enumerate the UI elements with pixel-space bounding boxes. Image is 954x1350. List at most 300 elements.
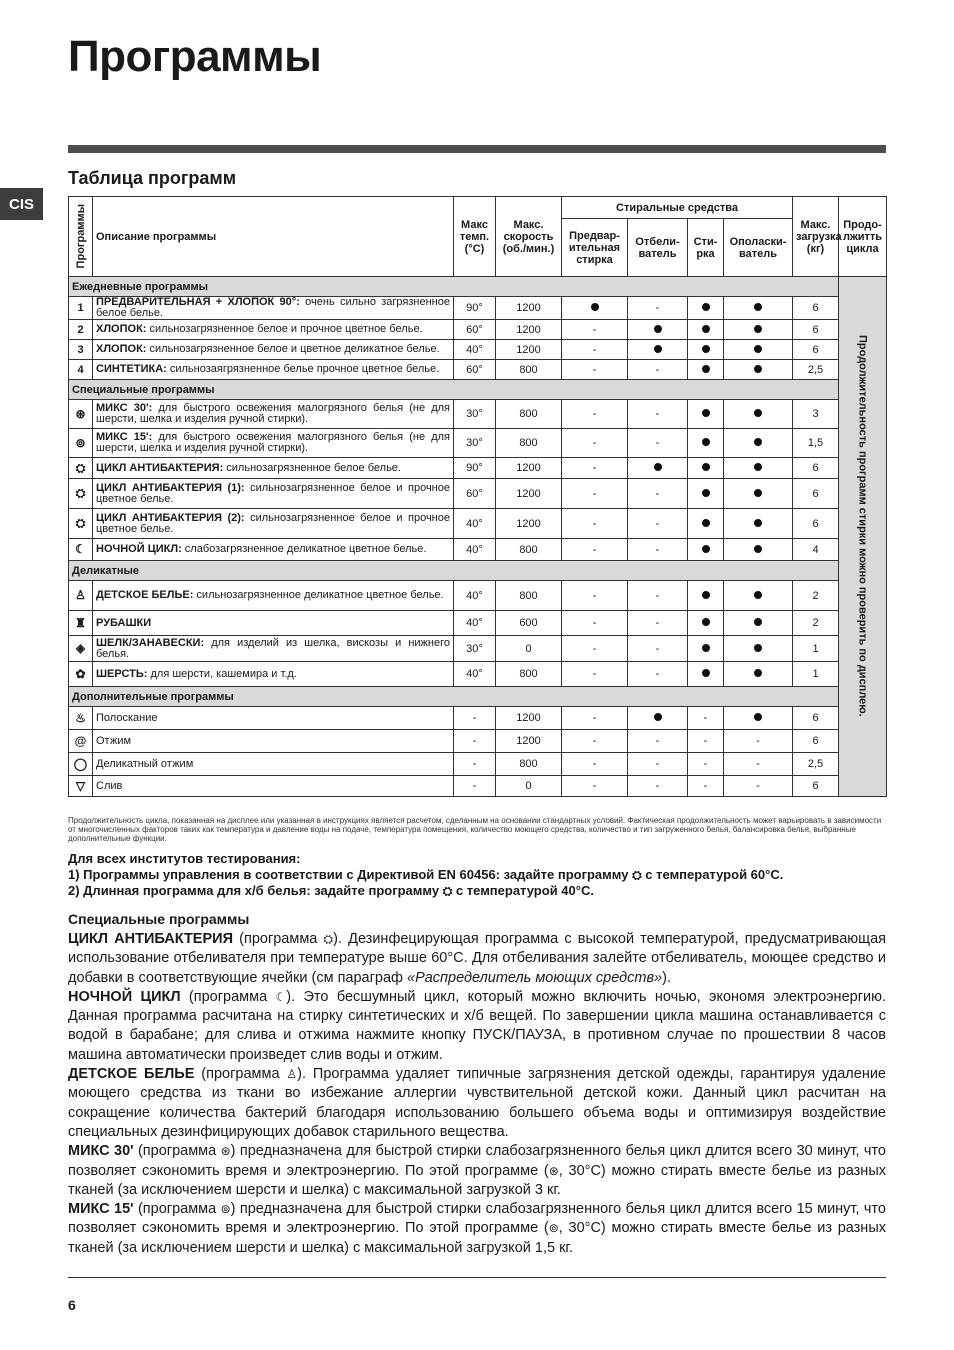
bleach-value: -: [628, 400, 688, 429]
max-temp-value: -: [454, 730, 496, 753]
softener-cell: [724, 662, 793, 687]
col-softener: Ополаски-ватель: [724, 219, 793, 277]
program-icon-cell: [69, 662, 93, 687]
program-name: МИКС 30':: [96, 402, 153, 414]
max-speed-value: 600: [496, 611, 562, 636]
bleach-value: -: [628, 539, 688, 561]
program-icon-cell: [69, 776, 93, 797]
col-detergents: Стиральные средства: [562, 197, 793, 219]
table-title: Таблица программ: [68, 168, 237, 188]
program-name: ШЕРСТЬ:: [96, 667, 148, 680]
mix30-icon: ⊛: [220, 1144, 231, 1159]
prewash-value: -: [562, 662, 628, 687]
prewash-value: -: [562, 753, 628, 776]
prewash-value: -: [562, 539, 628, 561]
program-description: [93, 636, 454, 662]
program-name: ПРЕДВАРИТЕЛЬНАЯ + ХЛОПОК 90°:: [96, 296, 300, 308]
baby-clothes-icon: ♙: [75, 588, 86, 602]
section-title: Специальные программы: [69, 380, 839, 400]
prewash-value: -: [562, 611, 628, 636]
wash-required-dot: [702, 519, 710, 527]
softener-value: -: [724, 753, 793, 776]
delicate-spin-icon: ◯: [73, 756, 88, 771]
section-title: Ежедневные программы: [69, 277, 839, 297]
program-icon-cell: [69, 753, 93, 776]
max-speed-value: 1200: [496, 458, 562, 479]
program-description: [93, 297, 454, 320]
program-description: [93, 400, 454, 429]
softener-required-dot: [754, 545, 762, 553]
prewash-required-dot: [591, 303, 599, 311]
max-load-value: 6: [793, 707, 839, 730]
program-description: [93, 662, 454, 687]
col-programs: Программы: [69, 197, 93, 277]
max-load-value: 1,5: [793, 429, 839, 458]
program-text: Деликатный отжим: [96, 757, 194, 770]
program-row: [69, 776, 887, 797]
program-description: [93, 320, 454, 340]
duration-footnote: Продолжительность цикла, показанная на дисплее или указанная в инструкциях является расчетом, сделанным на основании стандартных условий. Фактическая продолжительность может варьировать в зависимости от многочисленных факторов таких как температура и давление воды на подаче, температура помещения, количество моющего средства, количество и тип загруженного белья, балансировка белья, выбранные дополнительные функции.: [68, 816, 882, 843]
program-name: НОЧНОЙ ЦИКЛ:: [96, 543, 182, 555]
max-load-value: 6: [793, 730, 839, 753]
max-load-value: 6: [793, 479, 839, 509]
max-temp-value: 30°: [454, 636, 496, 662]
mix15-paragraph: МИКС 15' (программа ⊚) предназначена для быстрой стирки слабозагрязненного белья цикл длится всего 15 минут, что позволяет сэкономить время и электроэнергию. По этой программе (⊚, 30°C) можно стирать вместе белье из разных тканей (за исключением шерсти и шелка) с максимальной загрузкой 1,5 кг.: [68, 1201, 886, 1256]
prewash-value: -: [562, 429, 628, 458]
col-description: Описание программы: [93, 197, 454, 277]
program-name: СИНТЕТИКА:: [96, 363, 167, 375]
wash-cell: [688, 611, 724, 636]
section-header-row: [69, 380, 887, 400]
prewash-value: -: [562, 730, 628, 753]
softener-required-dot: [754, 345, 762, 353]
footer-divider: [68, 1277, 886, 1278]
softener-value: -: [724, 776, 793, 797]
program-icon-cell: [69, 400, 93, 429]
wash-value: -: [688, 707, 724, 730]
prewash-value: -: [562, 400, 628, 429]
program-text: Слив: [96, 779, 123, 792]
wash-cell: [688, 581, 724, 611]
testing-line-2: 2) Длинная программа для х/б белья: задайте программу ⛭ с температурой 40°C.: [68, 883, 594, 898]
program-row: [69, 611, 887, 636]
duration-side-note: Продолжительность программ стирки можно проверить по дисплею.: [856, 335, 869, 717]
wash-required-dot: [702, 409, 710, 417]
bleach-required-dot: [654, 713, 662, 721]
softener-cell: [724, 429, 793, 458]
wash-cell: [688, 429, 724, 458]
wash-cell: [688, 340, 724, 360]
program-text: сильнозагрязненное деликатное цветное белье.: [193, 589, 444, 601]
max-load-value: 1: [793, 662, 839, 687]
antibacterial-icon: ⛭: [75, 516, 86, 530]
program-icon-cell: [69, 458, 93, 479]
program-number: 1: [69, 297, 93, 320]
program-description: [93, 340, 454, 360]
program-description: [93, 458, 454, 479]
softener-required-dot: [754, 438, 762, 446]
prewash-value: -: [562, 340, 628, 360]
program-row: [69, 636, 887, 662]
program-description: [93, 479, 454, 509]
program-text: для быстрого освежения малогрязного белья (не для шерсти, шелка и изделия ручной стирки).: [96, 431, 451, 454]
softener-cell: [724, 297, 793, 320]
max-temp-value: 40°: [454, 581, 496, 611]
wash-required-dot: [702, 644, 710, 652]
program-row: [69, 360, 887, 380]
program-description: [93, 509, 454, 539]
section-title: Дополнительные программы: [69, 687, 839, 707]
softener-required-dot: [754, 519, 762, 527]
wash-required-dot: [702, 463, 710, 471]
max-speed-value: 1200: [496, 479, 562, 509]
antibac-paragraph: ЦИКЛ АНТИБАКТЕРИЯ (программа ⛭). Дезинфецирующая программа с высокой температурой, предусматривающая использование отбеливателя при температуре выше 60°C. Для отбеливания залейте отбеливатель, моющее средство и добавки в соответствующие ячейки (см параграф «Распределитель моющих средств»).: [68, 931, 887, 986]
wash-required-dot: [702, 345, 710, 353]
program-icon-cell: [69, 707, 93, 730]
max-load-value: 2: [793, 611, 839, 636]
prewash-value: -: [562, 581, 628, 611]
program-text: сильнозагрязненное белое и прочное цветное белье.: [146, 323, 423, 335]
max-temp-value: 60°: [454, 479, 496, 509]
softener-required-dot: [754, 618, 762, 626]
max-speed-value: 800: [496, 662, 562, 687]
max-temp-value: 60°: [454, 320, 496, 340]
col-max-temp: Макс темп. (°C): [454, 197, 496, 277]
softener-cell: [724, 611, 793, 636]
program-name: ШЕЛК/ЗАНАВЕСКИ:: [96, 636, 205, 649]
program-description: [93, 429, 454, 458]
program-row: [69, 707, 887, 730]
max-load-value: 4: [793, 539, 839, 561]
spin-icon: @: [74, 733, 87, 748]
section-title: Деликатные: [69, 561, 839, 581]
bleach-value: -: [628, 753, 688, 776]
program-description: [93, 730, 454, 753]
max-temp-value: -: [454, 776, 496, 797]
prewash-cell: [562, 297, 628, 320]
program-icon-cell: [69, 539, 93, 561]
night-cycle-icon: ☾: [75, 542, 86, 556]
wool-icon: ✿: [75, 666, 86, 681]
wash-required-dot: [702, 618, 710, 626]
program-number: 4: [69, 360, 93, 380]
max-temp-value: 40°: [454, 509, 496, 539]
program-row: [69, 340, 887, 360]
program-icon-cell: [69, 581, 93, 611]
softener-value: -: [724, 730, 793, 753]
softener-required-dot: [754, 644, 762, 652]
program-icon-cell: [69, 479, 93, 509]
program-name: ЦИКЛ АНТИБАКТЕРИЯ (2):: [96, 511, 245, 524]
softener-required-dot: [754, 409, 762, 417]
antibacterial-icon: ⛭: [75, 486, 86, 500]
col-prewash: Предвар-ительная стирка: [562, 219, 628, 277]
softener-cell: [724, 539, 793, 561]
program-text: для шерсти, кашемира и т.д.: [147, 667, 297, 680]
bleach-value: -: [628, 662, 688, 687]
program-name: ЦИКЛ АНТИБАКТЕРИЯ:: [96, 461, 224, 474]
testing-heading: Для всех институтов тестирования:: [68, 851, 301, 866]
program-icon-cell: [69, 730, 93, 753]
softener-cell: [724, 360, 793, 380]
wash-required-dot: [702, 591, 710, 599]
program-icon-cell: [69, 429, 93, 458]
bleach-value: -: [628, 479, 688, 509]
program-name: ЦИКЛ АНТИБАКТЕРИЯ (1):: [96, 481, 245, 494]
program-name: МИКС 15':: [96, 431, 153, 443]
max-speed-value: 1200: [496, 707, 562, 730]
program-text: сильнозагрязненное белое и прочное цветное белье.: [96, 481, 450, 505]
program-icon-cell: [69, 636, 93, 662]
bleach-value: -: [628, 776, 688, 797]
max-speed-value: 800: [496, 360, 562, 380]
wash-cell: [688, 636, 724, 662]
wash-value: -: [688, 730, 724, 753]
program-row: [69, 509, 887, 539]
baby-paragraph: ДЕТСКОЕ БЕЛЬЕ (программа ♙). Программа удаляет типичные загрязнения детской одежды, гарантируя удаление моющего средства из ткани во избежание аллергии чувствительной детской кожи. Данный цикл расчитан на сокращение количества бактерий благодаря использованию большего объема воды и оптимизируя воздействие специальных дезинфицирующих добавок старильного вещества.: [68, 1066, 886, 1140]
max-temp-value: -: [454, 707, 496, 730]
bleach-value: -: [628, 297, 688, 320]
prewash-value: -: [562, 776, 628, 797]
language-tab: CIS: [0, 188, 43, 220]
softener-required-dot: [754, 591, 762, 599]
max-speed-value: 0: [496, 776, 562, 797]
antibacterial-icon: ⛭: [632, 868, 642, 882]
program-row: [69, 662, 887, 687]
max-load-value: 1: [793, 636, 839, 662]
softener-required-dot: [754, 713, 762, 721]
bleach-cell: [628, 320, 688, 340]
program-name: ДЕТСКОЕ БЕЛЬЕ:: [96, 589, 194, 601]
program-description: [93, 753, 454, 776]
program-name: ХЛОПОК:: [96, 323, 147, 335]
prewash-value: -: [562, 360, 628, 380]
wash-required-dot: [702, 438, 710, 446]
max-temp-value: -: [454, 753, 496, 776]
program-row: [69, 297, 887, 320]
wash-required-dot: [702, 669, 710, 677]
softener-required-dot: [754, 669, 762, 677]
mix30-icon: ⊛: [75, 406, 86, 421]
wash-value: -: [688, 753, 724, 776]
softener-cell: [724, 581, 793, 611]
mix15-icon: ⊚: [548, 1221, 559, 1236]
bleach-value: -: [628, 360, 688, 380]
max-load-value: 6: [793, 297, 839, 320]
program-text: Полоскание: [96, 711, 158, 724]
testing-line-1: 1) Программы управления в соответствии с Директивой EN 60456: задайте программу ⛭ с температурой 60°C.: [68, 867, 784, 882]
max-speed-value: 800: [496, 753, 562, 776]
mix15-icon: ⊚: [220, 1202, 231, 1217]
special-programs-heading: Специальные программы: [68, 911, 250, 927]
col-bleach: Отбели-ватель: [628, 219, 688, 277]
wash-cell: [688, 479, 724, 509]
program-row: [69, 479, 887, 509]
wash-cell: [688, 297, 724, 320]
prewash-value: -: [562, 320, 628, 340]
max-temp-value: 40°: [454, 662, 496, 687]
mix30-icon: ⊛: [548, 1163, 559, 1178]
program-text: очень сильно загрязненное белое белье.: [96, 296, 450, 319]
max-speed-value: 1200: [496, 730, 562, 753]
max-temp-value: 40°: [454, 611, 496, 636]
program-number: 3: [69, 340, 93, 360]
softener-cell: [724, 458, 793, 479]
program-text: сильнозагрязненное белое белье.: [223, 461, 401, 474]
wash-cell: [688, 662, 724, 687]
program-description: [93, 707, 454, 730]
page-title: Программы: [68, 32, 322, 81]
max-speed-value: 800: [496, 539, 562, 561]
duration-side-note-cell: [839, 277, 887, 797]
program-row: [69, 400, 887, 429]
programs-table: [68, 196, 887, 797]
prewash-value: -: [562, 509, 628, 539]
softener-required-dot: [754, 489, 762, 497]
wash-required-dot: [702, 365, 710, 373]
program-description: [93, 360, 454, 380]
max-temp-value: 90°: [454, 297, 496, 320]
wash-required-dot: [702, 545, 710, 553]
max-speed-value: 0: [496, 636, 562, 662]
wash-cell: [688, 360, 724, 380]
mix15-icon: ⊚: [75, 435, 86, 450]
col-duration: Продо-лжитть цикла: [839, 197, 887, 277]
max-temp-value: 40°: [454, 539, 496, 561]
program-text: для изделий из шелка, вискозы и нижнего белья.: [96, 636, 450, 660]
col-wash: Сти-рка: [688, 219, 724, 277]
max-temp-value: 40°: [454, 340, 496, 360]
program-text: слабозагрязненное деликатное цветное белье.: [181, 543, 427, 555]
antibacterial-icon: ⛭: [442, 884, 453, 898]
silk-icon: ◈: [75, 641, 86, 655]
prewash-value: -: [562, 458, 628, 479]
program-description: [93, 581, 454, 611]
wash-cell: [688, 509, 724, 539]
program-icon-cell: [69, 611, 93, 636]
prewash-value: -: [562, 636, 628, 662]
program-description: [93, 776, 454, 797]
softener-cell: [724, 479, 793, 509]
softener-required-dot: [754, 325, 762, 333]
special-programs-text: [68, 930, 886, 1258]
bleach-required-dot: [654, 325, 662, 333]
max-speed-value: 800: [496, 581, 562, 611]
max-load-value: 2: [793, 581, 839, 611]
softener-cell: [724, 320, 793, 340]
program-description: [93, 539, 454, 561]
softener-cell: [724, 509, 793, 539]
wash-cell: [688, 539, 724, 561]
program-text: сильнозагрязненное белое и цветное деликатное белье.: [146, 343, 440, 355]
bleach-cell: [628, 340, 688, 360]
max-speed-value: 800: [496, 429, 562, 458]
max-load-value: 6: [793, 340, 839, 360]
bleach-value: -: [628, 581, 688, 611]
antibacterial-icon: ⛭: [323, 932, 334, 946]
section-header-row: [69, 277, 887, 297]
max-speed-value: 1200: [496, 297, 562, 320]
program-row: [69, 753, 887, 776]
softener-cell: [724, 707, 793, 730]
max-load-value: 2,5: [793, 753, 839, 776]
max-speed-value: 800: [496, 400, 562, 429]
softener-cell: [724, 400, 793, 429]
bleach-required-dot: [654, 345, 662, 353]
softener-required-dot: [754, 303, 762, 311]
bleach-value: -: [628, 429, 688, 458]
bleach-cell: [628, 707, 688, 730]
softener-cell: [724, 636, 793, 662]
program-row: [69, 730, 887, 753]
program-row: [69, 429, 887, 458]
program-text: для быстрого освежения малогрязного белья (не для шерсти, шелка и изделия ручной стирки).: [96, 402, 451, 425]
night-paragraph: НОЧНОЙ ЦИКЛ (программа ☾). Это бесшумный цикл, который можно включить ночью, экономя электроэнергию. Данная программа расчитана на стирку синтетических и х/б вещей. По завершении цикла машина останавливается с водой в барабане; для слива и отжима нажмите кнопку ПУСК/ПАУЗА, в противном случае по прошествии 8 часов машина автоматически произведет слив воды и отжим.: [68, 988, 886, 1063]
wash-cell: [688, 458, 724, 479]
program-name: ХЛОПОК:: [96, 343, 147, 355]
title-divider: [68, 145, 886, 153]
night-cycle-icon: ☾: [275, 989, 287, 1004]
prewash-value: -: [562, 479, 628, 509]
max-load-value: 6: [793, 509, 839, 539]
wash-value: -: [688, 776, 724, 797]
program-description: [93, 611, 454, 636]
wash-required-dot: [702, 325, 710, 333]
softener-required-dot: [754, 463, 762, 471]
program-row: [69, 539, 887, 561]
prewash-value: -: [562, 707, 628, 730]
baby-clothes-icon: ♙: [286, 1067, 298, 1082]
max-temp-value: 30°: [454, 400, 496, 429]
bleach-value: -: [628, 636, 688, 662]
drain-icon: ▽: [75, 778, 86, 793]
bleach-cell: [628, 458, 688, 479]
bleach-required-dot: [654, 463, 662, 471]
program-name: РУБАШКИ: [96, 616, 152, 629]
section-header-row: [69, 561, 887, 581]
program-row: [69, 581, 887, 611]
max-speed-value: 1200: [496, 509, 562, 539]
max-temp-value: 90°: [454, 458, 496, 479]
col-max-load: Макс. загрузка (кг): [793, 197, 839, 277]
page-number: 6: [68, 1297, 76, 1313]
program-row: [69, 320, 887, 340]
softener-required-dot: [754, 365, 762, 373]
mix30-paragraph: МИКС 30' (программа ⊛) предназначена для быстрой стирки слабозагрязненного белья цикл длится всего 30 минут, что позволяет сэкономить время и электроэнергию. По этой программе (⊛, 30°C) можно стирать вместе белье из разных тканей (за исключением шерсти и шелка) с максимальной загрузкой 3 кг.: [68, 1143, 886, 1198]
max-load-value: 6: [793, 458, 839, 479]
max-load-value: 3: [793, 400, 839, 429]
bleach-value: -: [628, 509, 688, 539]
max-speed-value: 1200: [496, 320, 562, 340]
max-load-value: 6: [793, 776, 839, 797]
section-header-row: [69, 687, 887, 707]
max-load-value: 2,5: [793, 360, 839, 380]
max-temp-value: 30°: [454, 429, 496, 458]
testing-notes: [68, 851, 886, 899]
bleach-value: -: [628, 730, 688, 753]
wash-cell: [688, 320, 724, 340]
wash-required-dot: [702, 489, 710, 497]
rinse-icon: ♨: [75, 710, 86, 725]
softener-cell: [724, 340, 793, 360]
bleach-value: -: [628, 611, 688, 636]
shirt-icon: ♜: [75, 615, 86, 630]
col-max-speed: Макс. скорость (об./мин.): [496, 197, 562, 277]
max-temp-value: 60°: [454, 360, 496, 380]
program-text: сильнозаягрязненное белье прочное цветное белье.: [166, 363, 440, 375]
antibacterial-icon: ⛭: [75, 460, 86, 475]
program-row: [69, 458, 887, 479]
